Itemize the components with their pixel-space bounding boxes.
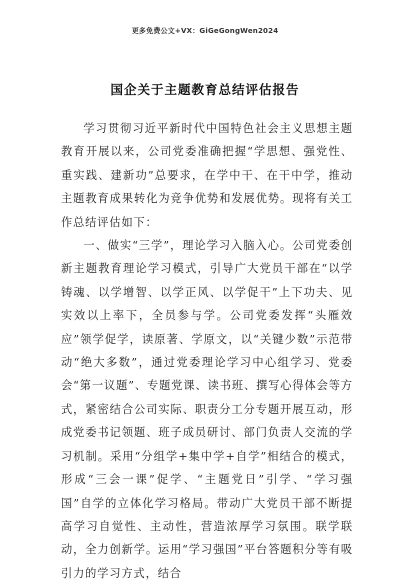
paragraph-section-one: 一、做实“三学”，理论学习入脑入心。公司党委创新主题教育理论学习模式，引导广大党员干部在“以学铸魂、以学增智、以学正风、以学促干”上下功夫、见实效以上率下，全员参与学。公司党委发挥“头雁效应”领学促学，读原著、学原文，以“关键少数”示范带动“绝大多数”，通过党委理论学习中心组学习、党委会“第一议题”、专题党课、读书班、撰写心得体会等方式，紧密结合公司实际、职责分工分专题开展互动，形成党委书记领题、班子成员研讨、部门负责人交流的学习机制。采用“分组学+集中学+自学”相结合的模式，形成“三会一课”促学、“主题党日”引学、“学习强国”自学的立体化学习格局。带动广大党员干部不断提高学习自觉性、主动性，营造浓厚学习氛围。联学联动，全力创新学。运用“学习强国”平台答题积分等有吸引力的学习方式，结合: [61, 239, 353, 580]
header-note: 更多免费公文+VX：GiGeGongWen2024: [131, 27, 279, 35]
paragraph-intro: 学习贯彻习近平新时代中国特色社会主义思想主题教育开展以来，公司党委准确把握“学思想、强党性、重实践、建新功”总要求，在学中干、在干中学，推动主题教育成果转化为竞争优势和发展优势。现将有关工作总结评估如下：: [61, 122, 353, 229]
page-title: 国企关于主题教育总结评估报告: [110, 82, 300, 97]
document-body: [61, 117, 353, 585]
